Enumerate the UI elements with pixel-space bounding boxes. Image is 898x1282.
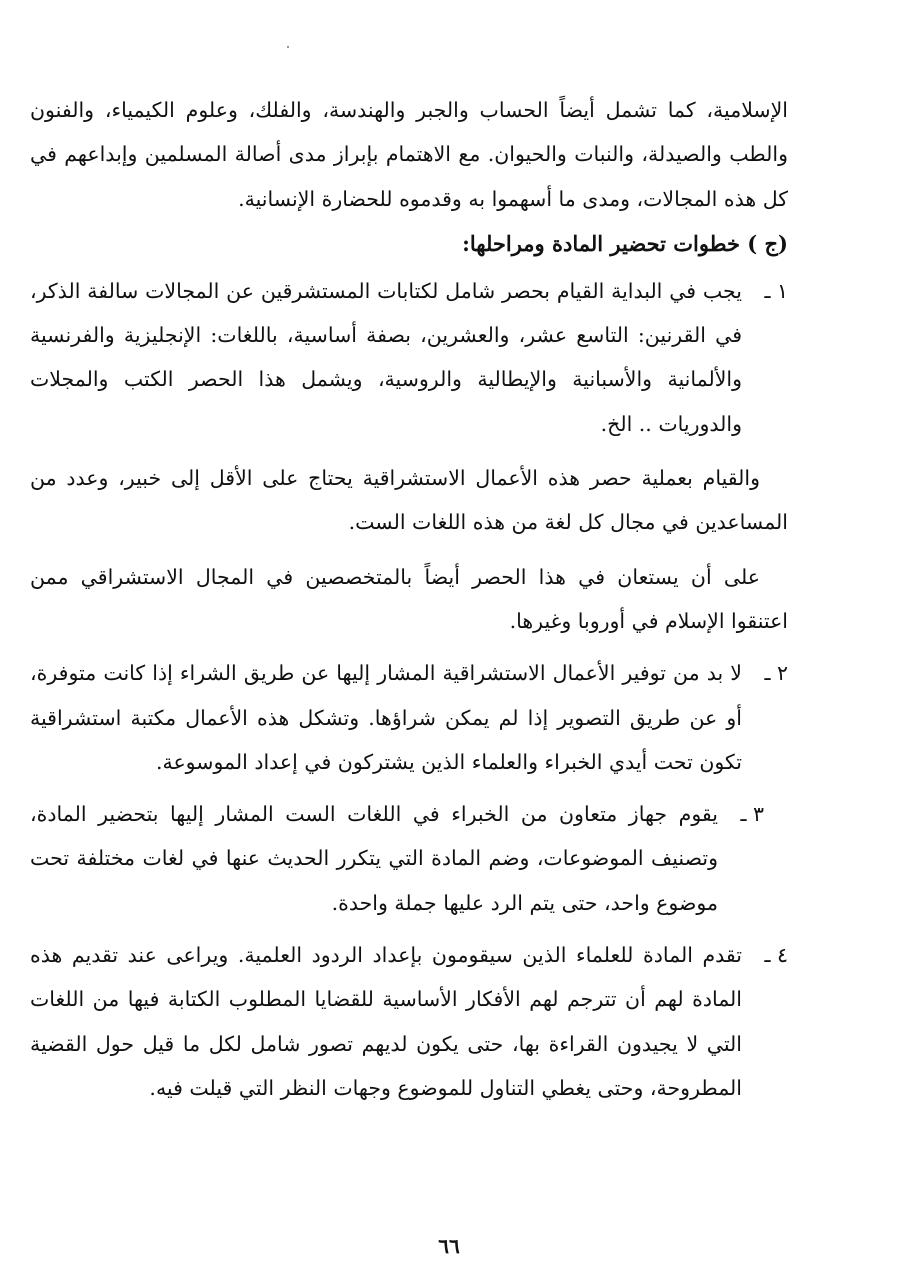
list-item-text: يجب في البداية القيام بحصر شامل لكتابات المستشرقين عن المجالات سالفة الذكر، في القرنين: التاسع عشر، والعشرين، بصفة أساسية، باللغات: الإنجليزية والفرنسية والألمانية والأسبانية والإيطالية والروسية، ويشمل هذا الحصر الكتب والمجلات والدوريات .. الخ. (30, 278, 742, 436)
list-item-number: ٢ ـ (764, 661, 788, 686)
section-heading: (ج ) خطوات تحضير المادة ومراحلها: (462, 230, 788, 256)
list-item-number: ٤ ـ (764, 943, 788, 968)
followup-paragraph-1: والقيام بعملية حصر هذه الأعمال الاستشراقية يحتاج على الأقل إلى خبير، وعدد من المساعدين في مجال كل لغة من هذه اللغات الست. (30, 466, 788, 535)
list-item-1 (30, 269, 788, 446)
page-number: ٦٦ (438, 1234, 460, 1258)
list-item-3 (30, 792, 788, 925)
list-item-text: يقوم جهاز متعاون من الخبراء في اللغات الست المشار إليها بتحضير المادة، وتصنيف الموضوعات، وضم المادة التي يتكرر الحديث عنها في لغات مختلفة تحت موضوع واحد، حتى يتم الرد عليها جملة واحدة. (30, 802, 718, 915)
list-item-text: لا بد من توفير الأعمال الاستشراقية المشار إليها عن طريق الشراء إذا كانت متوفرة، أو عن طريق التصوير إذا لم يمكن شراؤها. وتشكل هذه الأعمال مكتبة استشراقية تكون تحت أيدي الخبراء والعلماء الذين يشتركون في إعداد الموسوعة. (30, 661, 742, 774)
intro-paragraph: الإسلامية، كما تشمل أيضاً الحساب والجبر والهندسة، والفلك، وعلوم الكيمياء، والفنون والطب والصيدلة، والنبات والحيوان. مع الاهتمام بإبراز مدى أصالة المسلمين وإبداعهم في كل هذه المجالات، ومدى ما أسهموا به وقدموه للحضارة الإنسانية. (30, 98, 788, 211)
page-content (30, 88, 788, 1110)
scan-speck (287, 46, 289, 48)
followup-paragraph-2: على أن يستعان في هذا الحصر أيضاً بالمتخصصين في المجال الاستشراقي ممن اعتنقوا الإسلام في أوروبا وغيرها. (30, 564, 788, 633)
list-item-text: تقدم المادة للعلماء الذين سيقومون بإعداد الردود العلمية. ويراعى عند تقديم هذه المادة لهم أن تترجم لهم الأفكار الأساسية للقضايا المطلوب الكتابة فيها من اللغات التي لا يجيدون القراءة بها، حتى يكون لديهم تصور شامل لكل ما قيل حول القضية المطروحة، وحتى يغطي التناول للموضوع وجهات النظر التي قيلت فيه. (30, 943, 742, 1100)
list-item-2 (30, 651, 788, 784)
list-item-4 (30, 933, 788, 1110)
list-item-number: ٣ ـ (740, 802, 764, 827)
list-item-number: ١ ـ (764, 278, 788, 303)
